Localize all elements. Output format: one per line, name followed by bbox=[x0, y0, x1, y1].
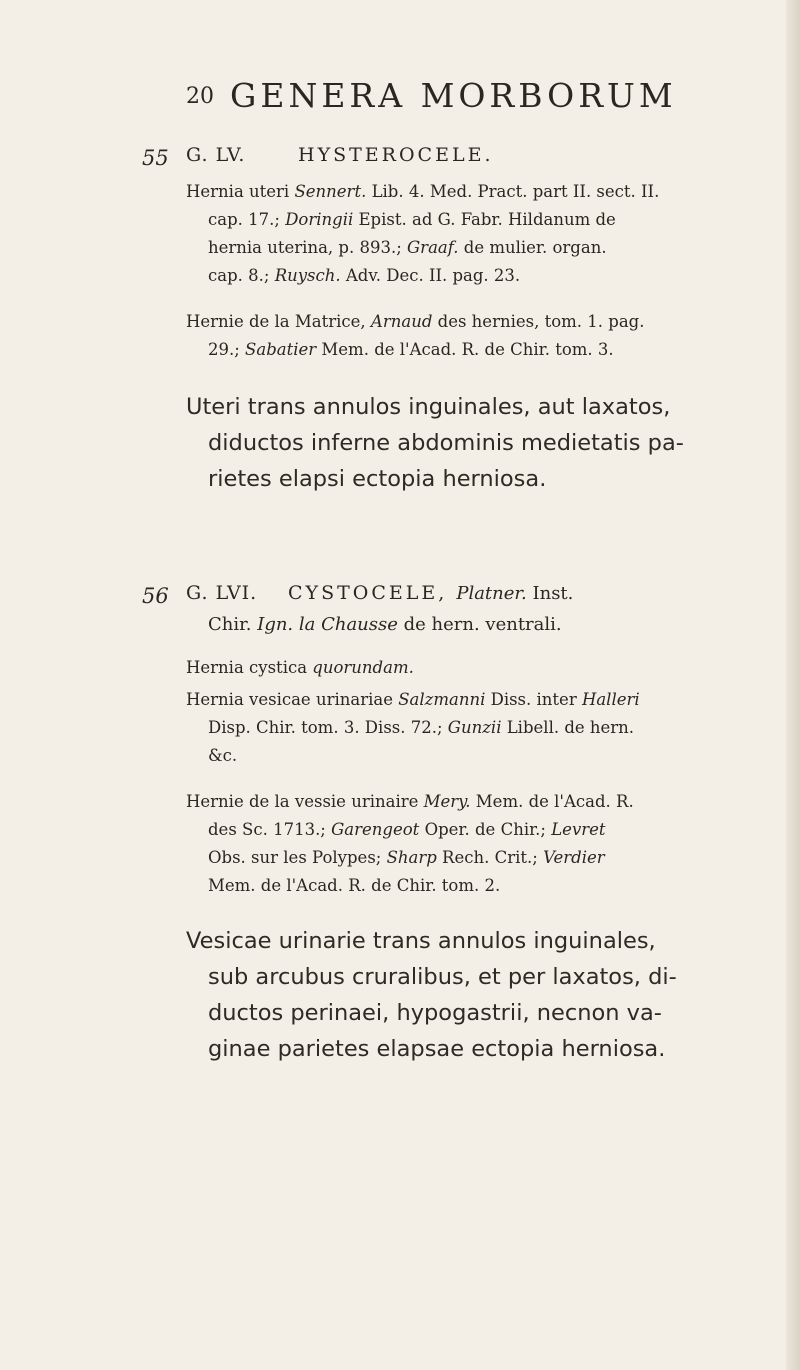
entry-heading bbox=[186, 144, 494, 166]
cited-author: Doringii bbox=[285, 210, 354, 229]
heading-continuation: Chir. Ign. la Chausse de hern. ventrali. bbox=[208, 614, 562, 635]
description-line: sub arcubus cruralibus, et per laxatos, di- bbox=[208, 964, 677, 990]
cited-author: Sharp bbox=[386, 848, 437, 867]
reference-line: cap. 8.; Ruysch. Adv. Dec. II. pag. 23. bbox=[208, 266, 521, 285]
cited-author: Sabatier bbox=[245, 340, 317, 359]
cited-author: Halleri bbox=[581, 690, 640, 709]
reference-line: Disp. Chir. tom. 3. Diss. 72.; Gunzii Libell. de hern. bbox=[208, 718, 635, 737]
description-line: rietes elapsi ectopia herniosa. bbox=[208, 466, 547, 492]
disease-title-name: CYSTOCELE, bbox=[288, 582, 448, 604]
reference-line: Hernie de la vessie urinaire Mery. Mem. de l'Acad. R. bbox=[186, 792, 634, 811]
cited-author: Garengeot bbox=[331, 820, 420, 839]
reference-line: Hernie de la Matrice, Arnaud des hernies, tom. 1. pag. bbox=[186, 312, 645, 331]
reference-line: hernia uterina, p. 893.; Graaf. de mulier. organ. bbox=[208, 238, 607, 257]
description-line: Vesicae urinarie trans annulos inguinales, bbox=[186, 928, 656, 954]
reference-line: Hernia uteri Sennert. Lib. 4. Med. Pract. part II. sect. II. bbox=[186, 182, 660, 201]
reference-line: Hernia vesicae urinariae Salzmanni Diss. inter Halleri bbox=[186, 690, 640, 709]
cited-author: Mery. bbox=[423, 792, 471, 811]
entry-heading bbox=[186, 582, 574, 604]
description-line: diductos inferne abdominis medietatis pa- bbox=[208, 430, 684, 456]
description-line: ductos perinaei, hypogastrii, necnon va- bbox=[208, 1000, 662, 1026]
entry-number: 56 bbox=[142, 584, 169, 608]
reference-line: Obs. sur les Polypes; Sharp Rech. Crit.; Verdier bbox=[208, 848, 605, 867]
cited-author: Gunzii bbox=[447, 718, 502, 737]
cited-author: Levret bbox=[551, 820, 606, 839]
reference-line: 29.; Sabatier Mem. de l'Acad. R. de Chir. tom. 3. bbox=[208, 340, 614, 359]
cited-author: Salzmanni bbox=[398, 690, 486, 709]
genus-label: G. LVI. bbox=[186, 582, 258, 604]
genus-label: G. LV. bbox=[186, 144, 246, 166]
running-title: GENERA MORBORUM bbox=[230, 76, 677, 115]
cited-author: Ruysch. bbox=[274, 266, 341, 285]
cited-author: Platner. bbox=[456, 583, 527, 604]
reference-line: Hernia cystica quorundam. bbox=[186, 658, 414, 677]
description-line: ginae parietes elapsae ectopia herniosa. bbox=[208, 1036, 666, 1062]
cited-author: Ign. la Chausse bbox=[257, 614, 398, 635]
description-line: Uteri trans annulos inguinales, aut laxatos, bbox=[186, 394, 671, 420]
reference-line: cap. 17.; Doringii Epist. ad G. Fabr. Hildanum de bbox=[208, 210, 616, 229]
reference-line: &c. bbox=[208, 746, 238, 765]
page-edge bbox=[786, 0, 800, 1370]
reference-line: Mem. de l'Acad. R. de Chir. tom. 2. bbox=[208, 876, 501, 895]
cited-author: quorundam. bbox=[312, 658, 414, 677]
cited-author: Verdier bbox=[543, 848, 605, 867]
disease-title bbox=[288, 582, 573, 604]
cited-author: Arnaud bbox=[370, 312, 433, 331]
disease-title: HYSTEROCELE. bbox=[298, 144, 494, 166]
cited-author: Sennert. bbox=[294, 182, 367, 201]
disease-title-source: Platner. Inst. bbox=[456, 583, 574, 604]
entry-number: 55 bbox=[142, 146, 169, 170]
page-number: 20 bbox=[186, 84, 214, 109]
running-head bbox=[186, 76, 746, 116]
reference-line: des Sc. 1713.; Garengeot Oper. de Chir.; Levret bbox=[208, 820, 606, 839]
cited-author: Graaf. bbox=[407, 238, 459, 257]
